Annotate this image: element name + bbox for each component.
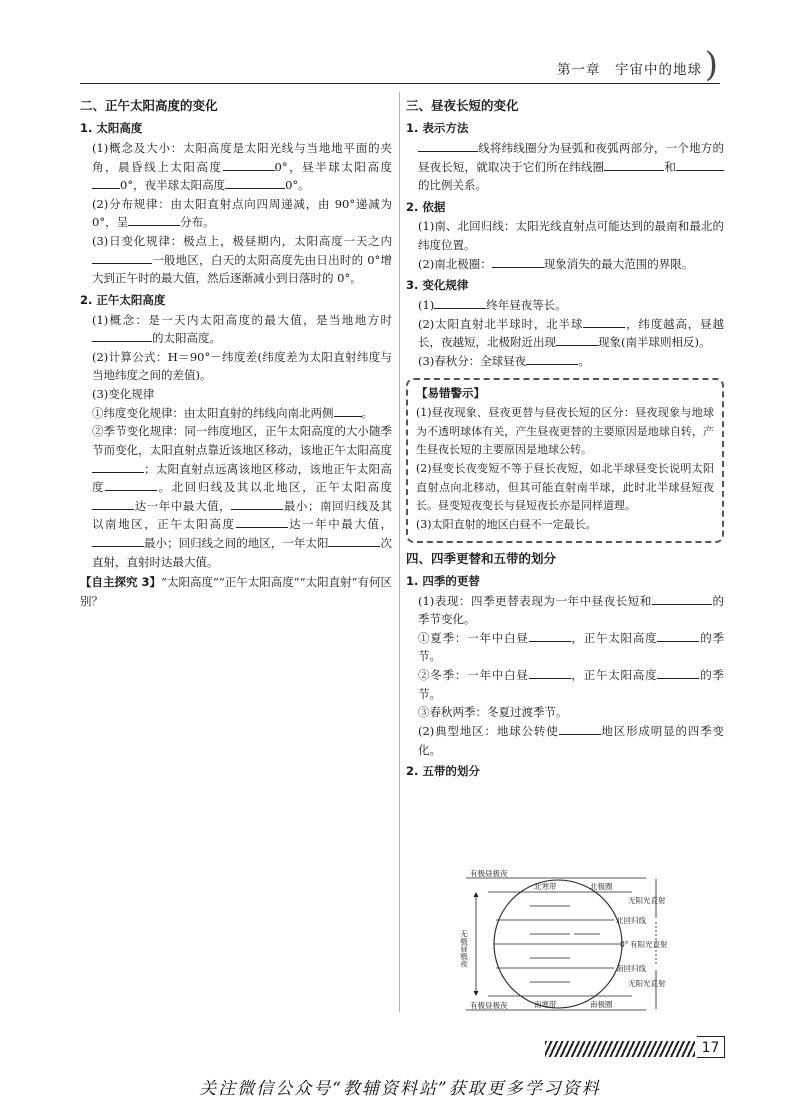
label-arctic-circle: 北极圈 — [590, 882, 613, 891]
label-tropic-south: 南回归线 — [616, 964, 646, 973]
paragraph: 线将纬线圈分为昼弧和夜弧两部分，一个地方的昼夜长短，就取决于它们所在纬线圈 和的比例关系。 — [418, 140, 724, 193]
self-explore-question: 【自主探究 3】“太阳高度”“正午太阳高度”“太阳直射”有何区别？ — [80, 575, 392, 608]
fill-blank[interactable] — [559, 722, 601, 735]
fill-blank[interactable] — [92, 460, 144, 473]
label-north-frigid: 北寒带 — [534, 882, 557, 891]
chapter-title: 第一章 宇宙中的地球 — [557, 62, 702, 78]
fill-blank[interactable] — [657, 666, 699, 679]
fill-blank[interactable] — [556, 333, 598, 346]
page-number: 17 — [697, 1036, 725, 1058]
five-zones-diagram — [460, 868, 676, 1016]
subsection-basis: 2. 依据 — [406, 199, 446, 214]
left-column — [80, 96, 392, 611]
label-top-band: 有极昼极夜 — [470, 869, 508, 878]
fill-blank[interactable] — [231, 497, 283, 510]
fill-blank[interactable] — [676, 158, 700, 171]
paragraph: ②季节变化规律：同一纬度地区，正午太阳高度的大小随季节而变化，太阳直射点靠近该地区移动，该地正午太阳高度；太阳直射点远离该地区移动，该地正午太阳高度 。北回归线及其以北地区，正午太阳高度达一年中最大值， 最小；南回归线及其以南地区，正午太阳高度 达一年中最大值，最小；回归线之间的地区，一年太阳 次直射，直射时达最大值。 — [92, 424, 393, 569]
fill-blank[interactable] — [92, 497, 134, 510]
label-south-frigid: 南寒带 — [534, 1000, 557, 1009]
section-title-noon-sun: 二、正午太阳高度的变化 — [80, 98, 218, 113]
footer-notice: 关注微信公众号“教辅资料站”获取更多学习资料 — [199, 1079, 601, 1099]
label-no-polar-day: 无极昼极夜 — [460, 930, 469, 968]
fill-blank[interactable] — [418, 139, 478, 152]
subsection-representation: 1. 表示方法 — [406, 121, 469, 136]
fill-blank[interactable] — [334, 404, 362, 417]
label-direct-sun: 有阳光直射 — [630, 940, 668, 949]
error-warning-box — [406, 378, 724, 542]
label-tropic-north: 北回归线 — [616, 916, 646, 925]
paragraph: ①夏季：一年中白昼 ，正午太阳高度 的季节。 — [418, 630, 725, 664]
fill-blank[interactable] — [223, 158, 275, 171]
fill-blank[interactable] — [652, 592, 712, 605]
fill-blank[interactable] — [492, 255, 544, 268]
subsection-noon-altitude: 2. 正午太阳高度 — [80, 292, 166, 307]
fill-blank[interactable] — [529, 666, 571, 679]
paragraph: ③春秋两季：冬夏过渡季节。 — [418, 705, 568, 720]
fill-blank[interactable] — [92, 534, 144, 547]
fill-blank[interactable] — [529, 629, 571, 642]
warning-item: (3)太阳直射的地区白昼不一定最长。 — [416, 518, 597, 532]
column-divider — [399, 92, 400, 1012]
warning-item: (2)昼变长夜变短不等于昼长夜短，如北半球昼变长说明太阳直射点向北移动，但其可能直射南半球，此时北半球昼短夜长。昼变短夜变长与昼短夜长亦是同样道理。 — [416, 461, 714, 513]
paragraph: (3)日变化规律：极点上，极昼期内，太阳高度一天之内一般地区，白天的太阳高度先由日出时的 0°增大到正午时的最大值，然后逐渐减小到日落时的 0°。 — [92, 234, 392, 286]
fill-blank[interactable] — [700, 158, 724, 171]
section-title-seasons: 四、四季更替和五带的划分 — [406, 550, 557, 566]
right-column — [406, 96, 724, 782]
fill-blank[interactable] — [434, 296, 486, 309]
fill-blank[interactable] — [92, 176, 120, 189]
paragraph: (2)南北极圈： 现象消失的最大范围的界限。 — [418, 256, 694, 271]
subsection-sun-altitude: 1. 太阳高度 — [80, 121, 143, 136]
paragraph: (1) 终年昼夜等长。 — [418, 297, 567, 312]
paragraph: (2)计算公式：H＝90°－纬度差(纬度差为太阳直射纬度与当地纬度之间的差值)。 — [92, 349, 392, 383]
paragraph: (1)概念：是一天内太阳高度的最大值，是当地地方时的太阳高度。 — [92, 312, 392, 346]
subsection-five-zones: 2. 五带的划分 — [406, 764, 480, 779]
paragraph: (1)南、北回归线：太阳光线直射点可能达到的最南和最北的纬度位置。 — [418, 219, 724, 252]
subsection-seasons: 1. 四季的更替 — [406, 573, 480, 588]
paragraph: (3)春秋分：全球昼夜 。 — [418, 353, 590, 368]
label-no-direct-sun-south: 无阳光直射 — [628, 979, 666, 988]
label-no-direct-sun-north: 无阳光直射 — [628, 896, 666, 905]
fill-blank[interactable] — [236, 515, 288, 528]
fill-blank[interactable] — [583, 315, 625, 328]
label-bottom-band: 有极昼极夜 — [470, 1001, 508, 1010]
fill-blank[interactable] — [225, 176, 285, 189]
paragraph: (1)概念及大小：太阳高度是太阳光线与当地地平面的夹角，晨昏线上太阳高度 0°，昼半球太阳高度0°，夜半球太阳高度 0°。 — [92, 140, 392, 193]
paragraph: (2)典型地区：地球公转使 地区形成明显的四季变化。 — [418, 723, 724, 757]
label-antarctic-circle: 南极圈 — [590, 1000, 613, 1009]
paragraph: (1)表现：四季更替表现为一年中昼夜长短和 的季节变化。 — [418, 593, 724, 627]
header-bracket-ornament: ) — [704, 45, 718, 85]
paragraph: (3)变化规律 — [92, 387, 155, 401]
fill-blank[interactable] — [105, 478, 157, 491]
fill-blank[interactable] — [657, 629, 699, 642]
fill-blank[interactable] — [328, 534, 380, 547]
section-title-day-length: 三、昼夜长短的变化 — [406, 98, 519, 113]
page-header — [80, 45, 720, 85]
subsection-variation: 3. 变化规律 — [406, 278, 469, 293]
fill-blank[interactable] — [604, 158, 664, 171]
warning-title: 【易错警示】 — [416, 386, 485, 401]
fill-blank[interactable] — [128, 213, 180, 226]
paragraph: (2)太阳直射北半球时，北半球 ，纬度越高，昼越长，夜越短，北极附近出现 现象(南半球则相反)。 — [418, 316, 724, 350]
fill-blank[interactable] — [92, 251, 152, 264]
label-equator: 0° — [620, 940, 629, 949]
paragraph: (2)分布规律：由太阳直射点向四周递减，由 90°递减为 0°，呈 分布。 — [92, 196, 392, 230]
paragraph: ②冬季：一年中白昼 ，正午太阳高度 的季节。 — [418, 668, 725, 701]
warning-item: (1)昼夜现象、昼夜更替与昼夜长短的区分：昼夜现象与地球为不透明球体有关，产生昼夜更替的主要原因是地球自转，产生昼夜长短的主要原因是地球公转。 — [416, 405, 714, 457]
fill-blank[interactable] — [526, 352, 578, 365]
paragraph: ①纬度变化规律：由太阳直射的纬线向南北两侧 。 — [92, 405, 373, 420]
fill-blank[interactable] — [92, 329, 152, 342]
footer-hatch-strip — [545, 1041, 695, 1057]
